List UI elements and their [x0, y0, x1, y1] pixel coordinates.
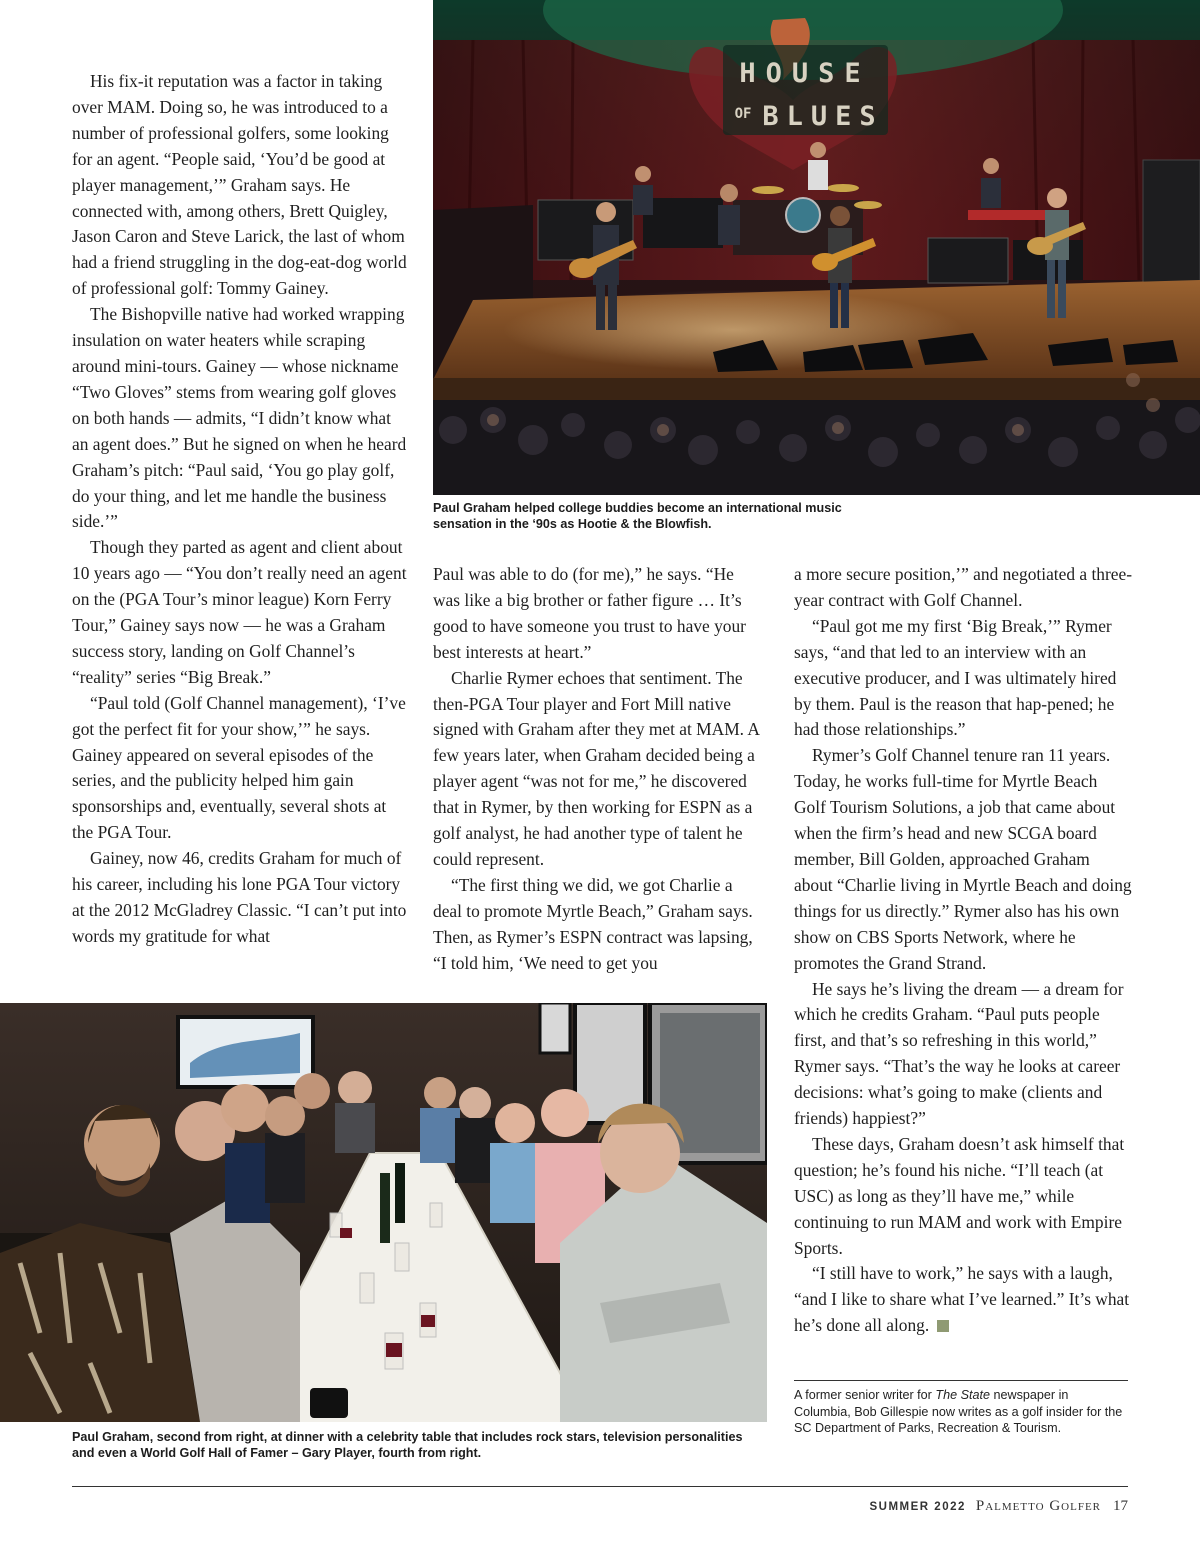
article-paragraph: a more secure position,’” and negotiated a three-year contract with Golf Channel.	[794, 564, 1133, 610]
sign-house-text: HOUSE	[739, 58, 871, 89]
article-paragraph-final	[794, 1261, 1132, 1339]
sign-blues-text: BLUES	[762, 101, 884, 132]
concert-photo	[433, 0, 1200, 495]
article-paragraph: His fix-it reputation was a factor in taking over MAM. Doing so, he was introduced to a number of professional golfers, some looking for an agent. “People said, ‘You’d be good at player management,’” Graham says. He connected with, among others, Brett Quigley, Jason Caron and Steve Larick, the last of whom had a friend struggling in the dog-eat-dog world of professional golf: Tommy Gainey.	[72, 71, 407, 299]
article-paragraph: Charlie Rymer echoes that sentiment. The then-PGA Tour player and Fort Mill native signed with Graham after they met at MAM. A few years later, when Graham decided being a player agent “was not for me,” he discovered that in Rymer, by then working for ESPN as a golf analyst, he had another type of talent he could represent.	[433, 667, 760, 869]
concert-photo-caption: Paul Graham helped college buddies become an international music sensation in the ‘90s as Hootie & the Blowfish.	[433, 501, 842, 531]
footer-page-number: 17	[1113, 1498, 1128, 1514]
article-column-3	[794, 562, 1132, 1339]
article-paragraph: “The first thing we did, we got Charlie a deal to promote Myrtle Beach,” Graham says. Then, as Rymer’s ESPN contract was lapsing, “I told him, ‘We need to get you	[433, 874, 753, 973]
concert-photo-illustration	[433, 0, 1200, 495]
bio-text-after: newspaper in Columbia, Bob Gillespie now writes as a golf insider for the SC Department of Parks, Recreation & Tourism.	[794, 1388, 1123, 1435]
article-column-2	[433, 562, 763, 977]
article-paragraph: Gainey, now 46, credits Graham for much of his career, including his lone PGA Tour victory at the 2012 McGladrey Classic. “I can’t put into words my gratitude for what	[72, 848, 407, 946]
footer-magazine-name: Palmetto Golfer	[975, 1498, 1101, 1514]
article-paragraph: Rymer’s Golf Channel tenure ran 11 years. Today, he works full-time for Myrtle Beach Golf Tourism Solutions, a job that came about when the firm’s head and new SCGA board member, Bill Golden, approached Graham about “Charlie living in Myrtle Beach and doing things for us directly.” Rymer also has his own show on CBS Sports Network, where he promotes the Grand Strand.	[794, 745, 1132, 973]
article-paragraph: Though they parted as agent and client about 10 years ago — “You don’t really need an agent on the (PGA Tour’s minor league) Korn Ferry Tour,” Gainey says now — he was a Graham success story, landing on Golf Channel’s “reality” series “Big Break.”	[72, 537, 407, 687]
dinner-photo-caption: Paul Graham, second from right, at dinner with a celebrity table that includes rock stars, television personalities and even a World Golf Hall of Famer – Gary Player, fourth from right.	[72, 1430, 743, 1460]
bio-divider	[794, 1380, 1128, 1381]
footer-divider	[72, 1486, 1128, 1487]
article-paragraph: These days, Graham doesn’t ask himself that question; he’s found his niche. “I’ll teach (at USC) as long as they’ll have me,” while continuing to run MAM and work with Empire Sports.	[794, 1133, 1125, 1258]
footer-issue-date: SUMMER 2022	[869, 1501, 966, 1513]
article-paragraph: “Paul told (Golf Channel management), ‘I’ve got the perfect fit for your show,’” he says. Gainey appeared on several episodes of the series, and the publicity helped him gain sponsorships and, eventually, several shots at the PGA Tour.	[72, 692, 406, 843]
article-paragraph: He says he’s living the dream — a dream for which he credits Graham. “Paul puts people first, and that’s so refreshing in this world,” Rymer says. “That’s the way he looks at career decisions: what’s going to make (clients and friends) happiest?”	[794, 978, 1124, 1129]
sign-of-text: OF	[734, 106, 752, 122]
author-bio	[794, 1387, 1128, 1437]
bio-publication: The State	[935, 1388, 990, 1402]
article-paragraph: “Paul got me my first ‘Big Break,’” Rymer says, “and that led to an interview with an executive producer, and I was ultimately hired by them. Paul is the reason that hap-pened; he had those relationships.”	[794, 615, 1117, 740]
bio-text-before: A former senior writer for	[794, 1388, 936, 1402]
article-paragraph: The Bishopville native had worked wrapping insulation on water heaters while scraping around mini-tours. Gainey — whose nickname “Two Gloves” stems from wearing golf gloves on both hands — admits, “I didn’t know what an agent does.” But he signed on when he heard Graham’s pitch: “Paul said, ‘You go play golf, do your thing, and let me handle the business side.’”	[72, 304, 407, 532]
article-paragraph: Paul was able to do (for me),” he says. “He was like a big brother or father figure … It’s good to have someone you trust to have your best interests at heart.”	[433, 564, 746, 662]
end-of-story-mark-icon	[937, 1320, 949, 1332]
dinner-photo	[0, 1003, 767, 1422]
final-paragraph-text: “I still have to work,” he says with a laugh, “and I like to share what I’ve learned.” It’s what he’s done all along.	[794, 1263, 1130, 1336]
article-column-1	[72, 69, 410, 950]
page-footer	[870, 1498, 1129, 1515]
dinner-photo-illustration	[0, 1003, 767, 1422]
